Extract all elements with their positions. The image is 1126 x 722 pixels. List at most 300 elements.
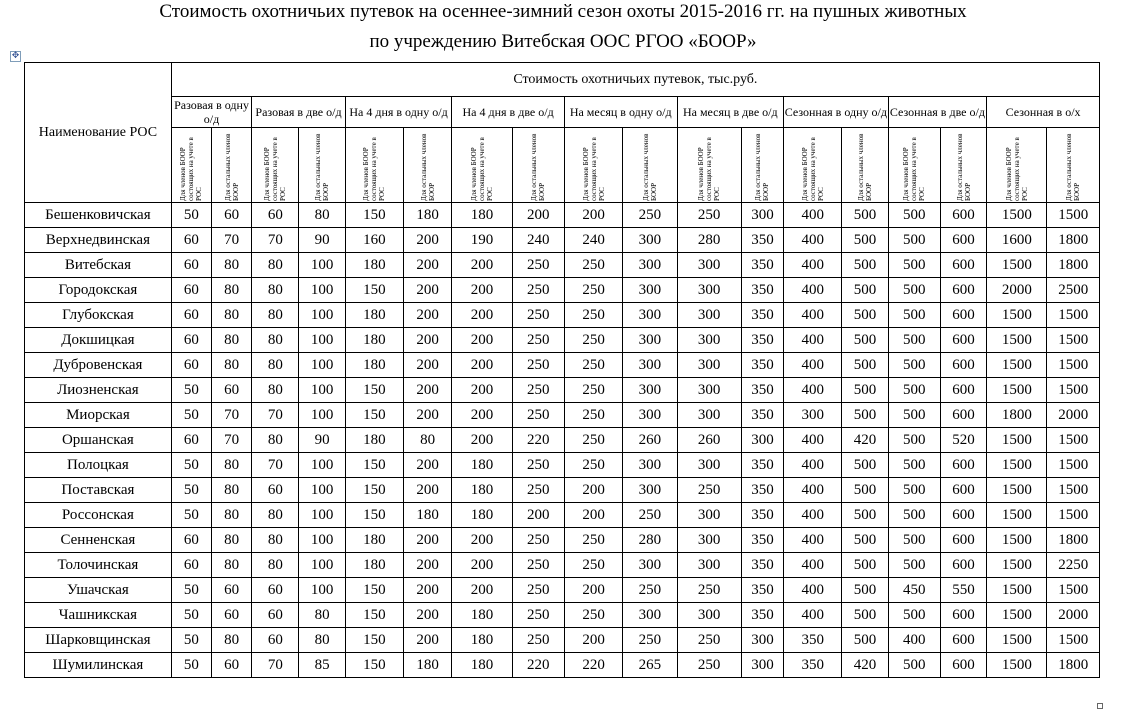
price-cell: 350 [741,278,783,303]
price-cell: 600 [940,603,986,628]
price-cell: 1500 [987,603,1047,628]
price-cell: 400 [784,603,842,628]
price-cell: 1500 [1047,578,1100,603]
table-row [25,303,1100,328]
price-cell: 250 [564,303,622,328]
subheader-members [888,128,940,203]
price-cell: 300 [677,553,741,578]
price-cell: 350 [741,403,783,428]
price-cell: 200 [404,403,452,428]
price-cell: 400 [784,253,842,278]
price-cell: 500 [842,503,888,528]
price-cell: 250 [564,378,622,403]
price-cell: 150 [345,628,403,653]
price-cell: 80 [212,453,252,478]
price-cell: 400 [784,528,842,553]
price-cell: 300 [623,403,677,428]
price-cell: 70 [252,453,299,478]
price-cell: 200 [512,503,564,528]
table-row [25,328,1100,353]
subheader-text: Для членов БООР состоящих на учете в РОС [581,137,606,201]
price-cell: 420 [842,428,888,453]
price-cell: 300 [623,353,677,378]
price-cell: 300 [741,628,783,653]
price-cell: 80 [299,203,345,228]
price-cell: 600 [940,253,986,278]
price-cell: 1500 [987,553,1047,578]
price-cell: 350 [784,628,842,653]
price-cell: 400 [784,303,842,328]
price-cell: 60 [171,228,211,253]
price-cell: 90 [299,428,345,453]
group-header: Сезонная в о/х [987,97,1100,128]
subheader-others [842,128,888,203]
price-cell: 250 [623,503,677,528]
price-cell: 250 [564,403,622,428]
table-row [25,428,1100,453]
price-cell: 300 [623,328,677,353]
price-cell: 1500 [1047,378,1100,403]
price-cell: 500 [842,578,888,603]
price-cell: 1800 [1047,228,1100,253]
price-cell: 200 [404,453,452,478]
price-cell: 250 [512,328,564,353]
price-cell: 500 [842,628,888,653]
subheader-others [940,128,986,203]
price-cell: 80 [212,278,252,303]
ros-name-cell: Глубокская [25,303,172,328]
price-cell: 250 [512,603,564,628]
subheader-text: Для остальных членов БООР [530,133,547,201]
price-cell: 200 [452,428,512,453]
price-cell: 150 [345,653,403,678]
price-table [24,62,1100,678]
price-cell: 1500 [987,253,1047,278]
price-cell: 600 [940,353,986,378]
price-cell: 80 [252,328,299,353]
price-cell: 600 [940,553,986,578]
price-cell: 500 [888,303,940,328]
subheader-members [345,128,403,203]
price-cell: 250 [512,253,564,278]
ros-name-cell: Дубровенская [25,353,172,378]
ros-name-cell: Лиозненская [25,378,172,403]
price-cell: 1500 [1047,303,1100,328]
price-cell: 250 [564,253,622,278]
ros-name-cell: Миорская [25,403,172,428]
price-cell: 400 [784,278,842,303]
price-cell: 100 [299,353,345,378]
price-cell: 100 [299,553,345,578]
table-row [25,628,1100,653]
price-cell: 300 [623,603,677,628]
price-cell: 1500 [987,653,1047,678]
price-cell: 60 [252,478,299,503]
price-cell: 200 [404,378,452,403]
price-cell: 50 [171,578,211,603]
price-cell: 80 [212,528,252,553]
price-cell: 100 [299,378,345,403]
price-cell: 80 [252,378,299,403]
price-cell: 250 [677,628,741,653]
ros-name-cell: Поставская [25,478,172,503]
price-cell: 250 [564,328,622,353]
table-row [25,578,1100,603]
price-cell: 70 [252,228,299,253]
ros-name-cell: Толочинская [25,553,172,578]
price-cell: 100 [299,303,345,328]
price-cell: 80 [252,253,299,278]
price-cell: 90 [299,228,345,253]
price-cell: 400 [888,628,940,653]
price-cell: 200 [404,478,452,503]
price-cell: 1500 [1047,628,1100,653]
price-cell: 200 [452,528,512,553]
subheader-members [784,128,842,203]
price-cell: 250 [623,203,677,228]
price-cell: 1500 [1047,328,1100,353]
price-cell: 2500 [1047,278,1100,303]
price-cell: 350 [741,528,783,553]
price-cell: 100 [299,253,345,278]
price-cell: 450 [888,578,940,603]
price-cell: 350 [741,478,783,503]
price-cell: 180 [452,203,512,228]
price-cell: 60 [212,203,252,228]
price-cell: 80 [252,353,299,378]
price-cell: 300 [623,378,677,403]
table-resize-handle[interactable] [1097,703,1103,709]
price-cell: 80 [252,278,299,303]
price-cell: 180 [345,428,403,453]
price-cell: 400 [784,578,842,603]
price-cell: 300 [677,403,741,428]
price-cell: 200 [564,503,622,528]
price-cell: 400 [784,353,842,378]
price-cell: 50 [171,453,211,478]
price-cell: 80 [212,253,252,278]
price-cell: 350 [741,378,783,403]
price-cell: 400 [784,553,842,578]
subheader-others [1047,128,1100,203]
price-cell: 600 [940,378,986,403]
price-cell: 160 [345,228,403,253]
table-row [25,403,1100,428]
price-cell: 180 [345,353,403,378]
price-cell: 250 [512,553,564,578]
price-cell: 1500 [987,303,1047,328]
price-cell: 250 [677,478,741,503]
table-move-handle-icon[interactable]: ✥ [11,51,20,61]
subheader-text: Для остальных членов БООР [314,133,331,201]
table-row [25,528,1100,553]
price-cell: 180 [345,553,403,578]
price-cell: 200 [564,478,622,503]
price-cell: 250 [564,278,622,303]
price-cell: 150 [345,478,403,503]
price-cell: 80 [404,428,452,453]
price-cell: 600 [940,453,986,478]
table-row [25,653,1100,678]
document-subtitle: по учреждению Витебская ООС РГОО «БООР» [369,31,757,52]
price-cell: 1800 [1047,528,1100,553]
subheader-others [623,128,677,203]
price-cell: 500 [888,203,940,228]
price-cell: 1500 [987,453,1047,478]
group-header: На 4 дня в одну о/д [345,97,452,128]
price-cell: 500 [888,428,940,453]
price-cell: 400 [784,203,842,228]
price-cell: 520 [940,428,986,453]
price-cell: 400 [784,228,842,253]
price-cell: 150 [345,278,403,303]
price-cell: 200 [564,578,622,603]
price-cell: 300 [677,353,741,378]
price-cell: 400 [784,328,842,353]
table-row [25,378,1100,403]
price-cell: 300 [677,378,741,403]
price-cell: 180 [452,503,512,528]
price-cell: 80 [252,428,299,453]
price-cell: 250 [512,628,564,653]
price-cell: 300 [623,278,677,303]
price-cell: 260 [623,428,677,453]
price-cell: 500 [842,328,888,353]
price-cell: 500 [888,228,940,253]
price-cell: 600 [940,528,986,553]
price-cell: 180 [404,503,452,528]
price-cell: 70 [252,653,299,678]
table-row [25,203,1100,228]
price-cell: 200 [404,228,452,253]
price-cell: 500 [888,603,940,628]
group-header: Сезонная в две о/д [888,97,987,128]
price-cell: 300 [677,328,741,353]
price-cell: 200 [404,603,452,628]
price-cell: 200 [452,578,512,603]
price-cell: 250 [512,453,564,478]
price-cell: 350 [741,603,783,628]
price-cell: 300 [741,203,783,228]
price-cell: 1500 [1047,353,1100,378]
price-cell: 200 [404,628,452,653]
price-cell: 300 [677,278,741,303]
table-row [25,603,1100,628]
price-cell: 250 [512,478,564,503]
price-cell: 200 [452,353,512,378]
price-cell: 1500 [987,628,1047,653]
subheader-text: Для членов БООР состоящих на учете в РОС [263,137,288,201]
price-cell: 300 [623,303,677,328]
price-cell: 70 [252,403,299,428]
price-cell: 80 [252,528,299,553]
price-cell: 250 [623,628,677,653]
price-cell: 300 [677,303,741,328]
subheader-text: Для членов БООР состоящих на учете в РОС [469,137,494,201]
price-cell: 1500 [987,578,1047,603]
price-cell: 200 [404,553,452,578]
price-cell: 240 [564,228,622,253]
price-cell: 1500 [1047,478,1100,503]
price-cell: 60 [171,528,211,553]
price-cell: 500 [888,278,940,303]
price-cell: 1500 [987,478,1047,503]
price-cell: 300 [677,253,741,278]
column-header-cost: Стоимость охотничьих путевок, тыс.руб. [171,63,1099,97]
price-cell: 80 [252,503,299,528]
price-cell: 260 [677,428,741,453]
price-cell: 180 [452,453,512,478]
price-cell: 190 [452,228,512,253]
price-cell: 240 [512,228,564,253]
table-row [25,253,1100,278]
price-cell: 250 [677,203,741,228]
price-cell: 500 [888,253,940,278]
price-cell: 60 [212,378,252,403]
subheader-text: Для остальных членов БООР [223,133,240,201]
price-cell: 300 [623,553,677,578]
ros-name-cell: Оршанская [25,428,172,453]
price-cell: 100 [299,528,345,553]
price-cell: 250 [677,653,741,678]
price-cell: 60 [171,428,211,453]
price-cell: 300 [677,503,741,528]
price-cell: 180 [345,303,403,328]
price-cell: 500 [842,253,888,278]
price-cell: 200 [452,328,512,353]
price-cell: 500 [842,528,888,553]
price-cell: 60 [252,628,299,653]
subheader-members [987,128,1047,203]
price-cell: 180 [345,328,403,353]
price-cell: 200 [512,203,564,228]
price-cell: 200 [404,528,452,553]
price-cell: 250 [564,528,622,553]
price-cell: 85 [299,653,345,678]
subheader-text: Для остальных членов БООР [419,133,436,201]
group-header-row [25,97,1100,128]
price-cell: 1600 [987,228,1047,253]
price-cell: 1500 [1047,203,1100,228]
price-cell: 500 [842,203,888,228]
price-cell: 60 [212,578,252,603]
subheader-text: Для членов БООР состоящих на учете в РОС [362,137,387,201]
price-cell: 80 [212,303,252,328]
price-cell: 500 [842,278,888,303]
price-cell: 500 [842,453,888,478]
price-cell: 1500 [987,328,1047,353]
price-cell: 400 [784,428,842,453]
price-cell: 80 [252,303,299,328]
ros-name-cell: Шарковщинская [25,628,172,653]
price-cell: 50 [171,203,211,228]
price-cell: 50 [171,378,211,403]
price-cell: 80 [212,553,252,578]
price-cell: 200 [452,278,512,303]
price-cell: 200 [452,403,512,428]
subheader-text: Для членов БООР состоящих на учете в РОС [1004,137,1029,201]
price-cell: 180 [452,603,512,628]
price-cell: 1800 [1047,253,1100,278]
price-cell: 250 [564,603,622,628]
price-cell: 250 [512,303,564,328]
subheader-members [171,128,211,203]
column-header-ros: Наименование РОС [25,63,172,203]
ros-name-cell: Ушачская [25,578,172,603]
price-cell: 100 [299,578,345,603]
price-cell: 70 [212,403,252,428]
price-cell: 350 [784,653,842,678]
price-cell: 1500 [1047,428,1100,453]
price-cell: 600 [940,653,986,678]
ros-name-cell: Докшицкая [25,328,172,353]
price-cell: 300 [741,428,783,453]
price-cell: 200 [404,303,452,328]
price-cell: 250 [564,453,622,478]
subheader-text: Для членов БООР состоящих на учете в РОС [697,137,722,201]
price-cell: 300 [623,478,677,503]
table-row [25,553,1100,578]
price-cell: 500 [888,378,940,403]
price-cell: 250 [512,378,564,403]
price-cell: 70 [212,428,252,453]
subheader-others [741,128,783,203]
price-cell: 350 [741,253,783,278]
ros-name-cell: Шумилинская [25,653,172,678]
price-cell: 600 [940,228,986,253]
subgroup-header-row [25,128,1100,203]
price-cell: 600 [940,503,986,528]
price-cell: 60 [171,553,211,578]
price-cell: 350 [741,578,783,603]
price-cell: 250 [677,578,741,603]
ros-name-cell: Сенненская [25,528,172,553]
price-cell: 500 [888,553,940,578]
price-cell: 80 [212,478,252,503]
price-cell: 500 [842,353,888,378]
price-cell: 2000 [1047,403,1100,428]
price-cell: 180 [345,253,403,278]
price-cell: 150 [345,378,403,403]
price-cell: 250 [564,428,622,453]
price-cell: 150 [345,503,403,528]
price-cell: 600 [940,203,986,228]
table-row [25,453,1100,478]
subheader-text: Для остальных членов БООР [641,133,658,201]
price-cell: 300 [784,403,842,428]
price-cell: 500 [888,653,940,678]
subheader-members [252,128,299,203]
price-cell: 80 [299,603,345,628]
price-cell: 60 [212,603,252,628]
price-cell: 50 [171,603,211,628]
subheader-text: Для остальных членов БООР [857,133,873,201]
price-cell: 600 [940,328,986,353]
price-cell: 400 [784,453,842,478]
price-cell: 1500 [987,528,1047,553]
price-cell: 250 [512,403,564,428]
price-cell: 1500 [1047,503,1100,528]
ros-name-cell: Верхнедвинская [25,228,172,253]
price-cell: 60 [212,653,252,678]
price-cell: 1500 [987,353,1047,378]
price-cell: 1500 [987,203,1047,228]
price-cell: 200 [404,253,452,278]
price-cell: 100 [299,328,345,353]
price-cell: 180 [404,203,452,228]
price-cell: 300 [623,453,677,478]
group-header: На месяц в одну о/д [564,97,677,128]
